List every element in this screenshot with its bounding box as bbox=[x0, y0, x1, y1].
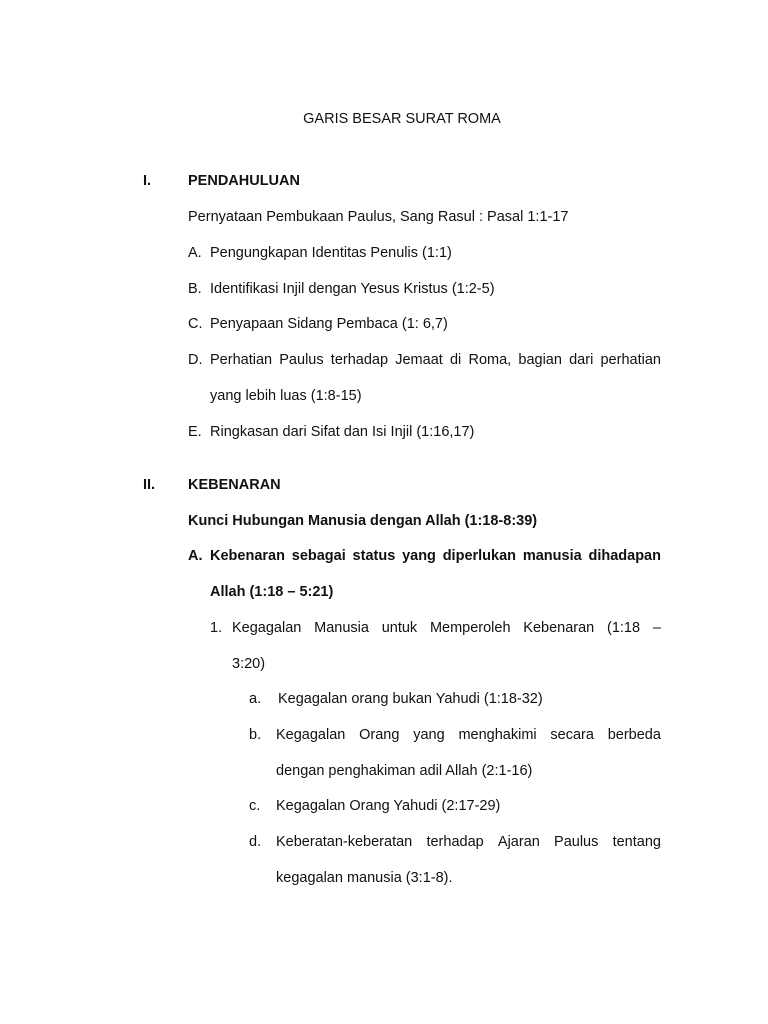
item-letter: b. bbox=[249, 727, 262, 743]
item-letter: C. bbox=[188, 316, 203, 332]
section-heading-kebenaran: KEBENARAN bbox=[188, 477, 281, 493]
item-letter: B. bbox=[188, 281, 202, 297]
item-letter: A. bbox=[188, 245, 202, 261]
section-numeral-2: II. bbox=[143, 477, 156, 493]
list-item-justified: Keberatan-keberatan terhadap Ajaran Paulus tentang bbox=[276, 834, 661, 850]
list-item: Kegagalan orang bukan Yahudi (1:18-32) bbox=[278, 691, 543, 707]
subsection-heading-justified: Kebenaran sebagai status yang diperlukan manusia dihadapan bbox=[210, 548, 661, 564]
section-heading-pendahuluan: PENDAHULUAN bbox=[188, 173, 300, 189]
item-letter: E. bbox=[188, 424, 202, 440]
item-number: 1. bbox=[210, 620, 223, 636]
item-letter: a. bbox=[249, 691, 262, 707]
list-item: Kegagalan Orang Yahudi (2:17-29) bbox=[276, 798, 501, 814]
list-item-justified: Perhatian Paulus terhadap Jemaat di Roma, bagian dari perhatian bbox=[210, 352, 661, 368]
section-intro: Pernyataan Pembukaan Paulus, Sang Rasul : Pasal 1:1-17 bbox=[188, 209, 569, 225]
subsection-heading-continuation: Allah (1:18 – 5:21) bbox=[210, 584, 334, 600]
item-letter: D. bbox=[188, 352, 203, 368]
list-item-continuation: 3:20) bbox=[232, 656, 266, 672]
list-item: Penyapaan Sidang Pembaca (1: 6,7) bbox=[210, 316, 448, 332]
list-item-justified: Kegagalan Manusia untuk Memperoleh Kebenaran (1:18 – bbox=[232, 620, 661, 636]
section-numeral-1: I. bbox=[143, 173, 152, 189]
item-letter: d. bbox=[249, 834, 262, 850]
list-item-continuation: yang lebih luas (1:8-15) bbox=[210, 388, 362, 404]
section-intro: Kunci Hubungan Manusia dengan Allah (1:18-8:39) bbox=[188, 513, 538, 529]
item-letter: A. bbox=[188, 548, 203, 564]
list-item-continuation: dengan penghakiman adil Allah (2:1-16) bbox=[276, 763, 533, 779]
list-item: Ringkasan dari Sifat dan Isi Injil (1:16,17) bbox=[210, 424, 475, 440]
list-item: Identifikasi Injil dengan Yesus Kristus (1:2-5) bbox=[210, 281, 495, 297]
document-title: GARIS BESAR SURAT ROMA bbox=[303, 111, 501, 127]
list-item-justified: Kegagalan Orang yang menghakimi secara berbeda bbox=[276, 727, 661, 743]
list-item-continuation: kegagalan manusia (3:1-8). bbox=[276, 870, 453, 886]
item-letter: c. bbox=[249, 798, 261, 814]
list-item: Pengungkapan Identitas Penulis (1:1) bbox=[210, 245, 452, 261]
